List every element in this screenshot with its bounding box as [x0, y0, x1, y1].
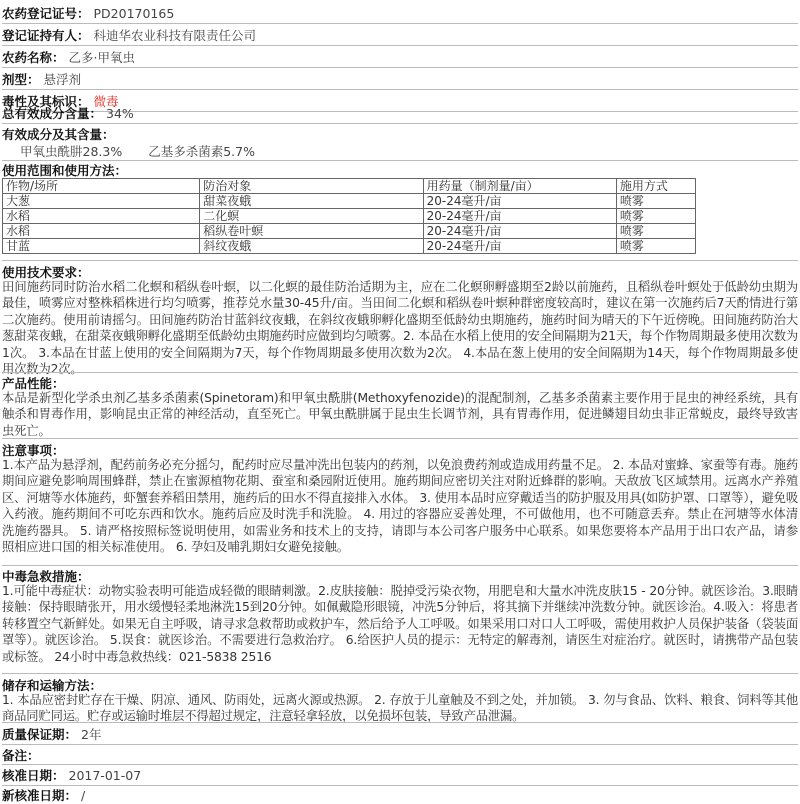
approval-date-value: 2017-01-07	[68, 768, 142, 783]
table-row	[3, 224, 696, 239]
formulation-label: 剂型：	[2, 72, 40, 87]
divider	[2, 744, 798, 745]
remark-label: 备注：	[2, 748, 40, 763]
storage-title: 储存和运输方法：	[2, 678, 103, 693]
approval-date-label: 核准日期：	[2, 768, 65, 783]
notes-text: 1.本产品为悬浮剂，配药前务必充分摇匀，配药时应尽量冲洗出包装内的药剂，以免浪费药剂或造成用药量不足。 2. 本品对蜜蜂、家蚕等有毒。施药期间应避免影响周围蜂群，禁止在蜜源植物花期、蚕室和桑园附近使用。施药期间应密切关注对附近蜂群的影响。天敌放飞区域禁用。远离水产养殖区、河塘等水体施药，虾蟹套养稻田禁用，施药后的田水不得直接排入水体。 3. 使用本品时应穿戴适当的防护服及用具(如防护罩、口罩等），避免吸入药液。施药期间不可吃东西和饮水。施药后应及时洗手和洗脸。 4. 用过的容器应妥善处理，不可做他用，也不可随意丢弃。禁止在河塘等水体清洗施药器具。 5. 请严格按照标签说明使用，如需业务和技术上的支持，请即与本公司客户服务中心联系。如果您要将本产品用于出口农产品，请参照相应进口国的相关标准使用。 6. 孕妇及哺乳期妇女避免接触。	[2, 458, 798, 555]
header-dosage: 用药量（制剂量/亩）	[423, 179, 616, 194]
approval-date-row	[2, 766, 798, 784]
holder-label: 登记证持有人：	[2, 28, 90, 43]
divider	[2, 23, 798, 24]
reg-no-label: 农药登记证号：	[2, 6, 90, 21]
divider	[2, 764, 798, 765]
tech-title: 使用技术要求：	[2, 265, 90, 280]
cell-target: 二化螟	[200, 209, 423, 224]
divider	[2, 673, 798, 674]
header-method: 施用方式	[616, 179, 695, 194]
table-row	[3, 194, 696, 209]
total-content-value: 34%	[106, 106, 134, 121]
divider	[2, 565, 798, 566]
cell-crop: 水稻	[3, 209, 200, 224]
new-approval-date-row	[2, 786, 798, 804]
ingredient-item: 甲氧虫酰肼28.3%	[20, 144, 123, 159]
ingredients-list	[20, 142, 798, 160]
new-approval-date-value: /	[81, 788, 86, 803]
performance-title: 产品性能：	[2, 376, 65, 391]
warranty-value: 2年	[81, 727, 102, 742]
divider	[2, 438, 798, 439]
performance-text: 本品是新型化学杀虫剂乙基多杀菌素(Spinetoram)和甲氧虫酰肼(Methoxyfenozide)的混配制剂，乙基多杀菌素主要作用于昆虫的神经系统，具有触杀和胃毒作用，影响昆虫正常的神经活动，直至死亡。甲氧虫酰肼属于昆虫生长调节剂，具有胃毒作用，促进鳞翅目幼虫非正常蜕皮，最终导致害虫死亡。	[2, 391, 798, 438]
usage-table	[2, 178, 696, 254]
ingredient-item: 乙基多杀菌素5.7%	[148, 144, 255, 159]
table-row	[3, 239, 696, 254]
toxicity-value: 微毒	[93, 94, 119, 109]
cell-dosage: 20-24毫升/亩	[423, 239, 616, 254]
cell-crop: 水稻	[3, 224, 200, 239]
cell-method: 喷雾	[616, 209, 695, 224]
new-approval-date-label: 新核准日期：	[2, 788, 78, 803]
divider	[2, 67, 798, 68]
usage-table-header	[3, 179, 696, 194]
cell-target: 甜菜夜蛾	[200, 194, 423, 209]
usage-title-row	[2, 161, 798, 179]
cell-method: 喷雾	[616, 224, 695, 239]
ingredients-label: 有效成分及其含量：	[2, 127, 115, 142]
holder-row	[2, 26, 798, 44]
cell-crop: 甘蓝	[3, 239, 200, 254]
warranty-label: 质量保证期：	[2, 727, 78, 742]
cell-target: 稻纵卷叶螟	[200, 224, 423, 239]
warranty-row	[2, 725, 798, 743]
storage-text: 1. 本品应密封贮存在干燥、阴凉、通风、防雨处，远离火源或热源。 2. 存放于儿童触及不到之处，并加锁。 3. 勿与食品、饮料、粮食、饲料等其他商品同贮同运。贮存或运输时堆层不得超过规定，注意轻拿轻放，以免损坏包装，导致产品泄漏。	[2, 693, 798, 724]
formulation-row	[2, 70, 798, 88]
cell-crop: 大葱	[3, 194, 200, 209]
divider	[2, 123, 798, 124]
cell-target: 斜纹夜蛾	[200, 239, 423, 254]
cell-dosage: 20-24毫升/亩	[423, 194, 616, 209]
cell-dosage: 20-24毫升/亩	[423, 209, 616, 224]
tech-text: 田间施药同时防治水稻二化螟和稻纵卷叶螟，以二化螟的最佳防治适期为主，应在二化螟卵孵盛期至2龄以前施药，且稻纵卷叶螟处于低龄幼虫期为最佳，喷雾应对整株稻株进行均匀喷雾，推荐兑水量30-45升/亩。当田间二化螟和稻纵卷叶螟种群密度较高时，建议在第一次施药后7天酌情进行第二次施药。使用前请摇匀。田间施药防治甘蓝斜纹夜蛾，在斜纹夜蛾卵孵化盛期至低龄幼虫期施药，施药时间为晴天的下午近傍晚。田间施药防治大葱甜菜夜蛾，在甜菜夜蛾卵孵化盛期至低龄幼虫期施药时应做到均匀喷雾。2. 本品在水稻上使用的安全间隔期为21天，每个作物周期最多使用次数为1次。 3.本品在甘蓝上使用的安全间隔期为7天，每个作物周期最多使用次数为2次。 4.本品在葱上使用的安全间隔期为14天，每个作物周期最多使用次数为2次。	[2, 280, 798, 377]
name-row	[2, 48, 798, 66]
divider	[2, 89, 798, 90]
divider	[2, 722, 798, 723]
divider	[2, 260, 798, 261]
header-crop: 作物/场所	[3, 179, 200, 194]
header-target: 防治对象	[200, 179, 423, 194]
usage-title: 使用范围和使用方法：	[2, 163, 128, 178]
divider	[2, 45, 798, 46]
name-value: 乙多·甲氧虫	[68, 50, 135, 65]
cell-dosage: 20-24毫升/亩	[423, 224, 616, 239]
reg-no-row	[2, 4, 798, 22]
reg-no-value: PD20170165	[93, 6, 175, 21]
cell-method: 喷雾	[616, 239, 695, 254]
divider	[2, 372, 798, 373]
remark-row	[2, 746, 798, 764]
cell-method: 喷雾	[616, 194, 695, 209]
toxicity-label: 毒性及其标识：	[2, 94, 90, 109]
holder-value: 科迪华农业科技有限责任公司	[93, 28, 257, 43]
total-content-row	[2, 104, 798, 122]
total-content-label: 总有效成分含量：	[2, 106, 103, 121]
name-label: 农药名称：	[2, 50, 65, 65]
firstaid-text: 1.可能中毒症状：动物实验表明可能造成轻微的眼睛刺激。2.皮肤接触：脱掉受污染衣物，用肥皂和大量水冲洗皮肤15 - 20分钟。就医诊治。3.眼睛接触：保持眼睛张开，用水缓慢轻柔地淋洗15到20分钟。如佩戴隐形眼镜，冲洗5分钟后，将其摘下并继续冲洗数分钟。就医诊治。4.吸入：将患者转移置空气新鲜处。如果无自主呼吸，请寻求急救帮助或救护车，然后给予人工呼吸。如果采用口对口人工呼吸，需使用救护人员保护装备（袋装面罩等）。就医诊治。 5.误食：就医诊治。不需要进行急救治疗。 6.给医护人员的提示：无特定的解毒剂，请医生对症治疗。就医时，请携带产品包装或标签。 24小时中毒急救热线：021-5838 2516	[2, 584, 798, 664]
ingredients-title-row	[2, 125, 798, 143]
formulation-value: 悬浮剂	[43, 72, 82, 87]
notes-title: 注意事项：	[2, 443, 65, 458]
table-row	[3, 209, 696, 224]
firstaid-title: 中毒急救措施：	[2, 569, 90, 584]
